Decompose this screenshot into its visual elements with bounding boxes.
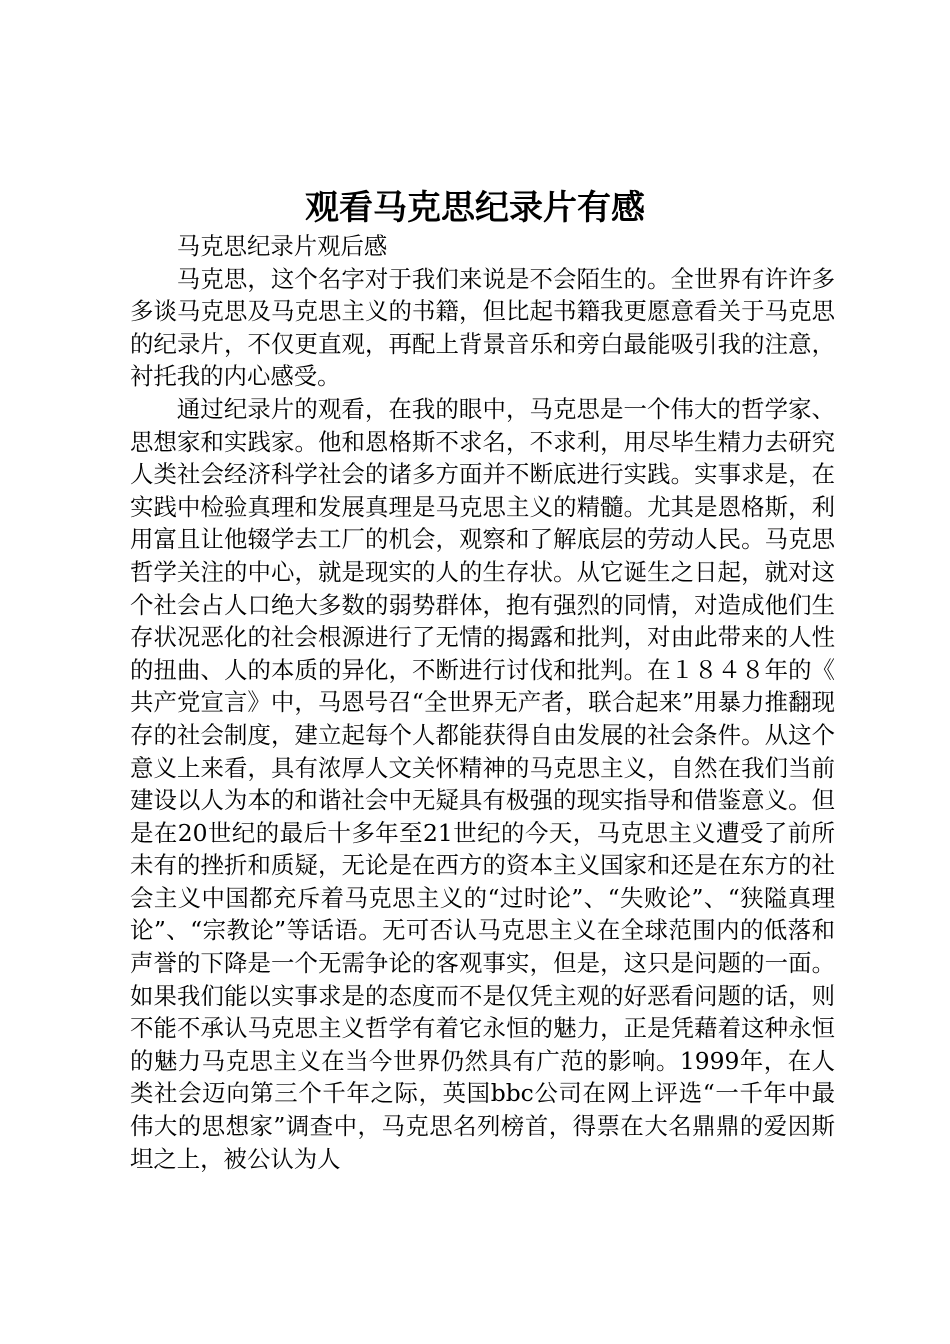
document-subtitle: 马克思纪录片观后感 bbox=[176, 232, 388, 260]
paragraph-intro: 马克思，这个名字对于我们来说是不会陌生的。全世界有许许多多谈马克思及马克思主义的书籍，但比起书籍我更愿意看关于马克思的纪录片，不仅更直观，再配上背景音乐和旁白最能吸引我的注意，衬托我的内心感受。 bbox=[130, 264, 835, 391]
paragraph-main: 通过纪录片的观看，在我的眼中，马克思是一个伟大的哲学家、思想家和实践家。他和恩格斯不求名，不求利，用尽毕生精力去研究人类社会经济科学社会的诸多方面并不断底进行实践。实事求是，在实践中检验真理和发展真理是马克思主义的精髓。尤其是恩格斯，利用富且让他辍学去工厂的机会，观察和了解底层的劳动人民。马克思哲学关注的中心，就是现实的人的生存状。从它诞生之日起，就对这个社会占人口绝大多数的弱势群体，抱有强烈的同情，对造成他们生存状况恶化的社会根源进行了无情的揭露和批判，对由此带来的人性的扭曲、人的本质的异化，不断进行讨伐和批判。在１８４８年的《共产党宣言》中，马恩号召“全世界无产者，联合起来”用暴力推翻现存的社会制度，建立起每个人都能获得自由发展的社会条件。从这个意义上来看，具有浓厚人文关怀精神的马克思主义，自然在我们当前建设以人为本的和谐社会中无疑具有极强的现实指导和借鉴意义。但是在20世纪的最后十多年至21世纪的今天，马克思主义遭受了前所未有的挫折和质疑，无论是在西方的资本主义国家和还是在东方的社会主义中国都充斥着马克思主义的“过时论”、“失败论”、“狭隘真理论”、“宗教论”等话语。无可否认马克思主义在全球范围内的低落和声誉的下降是一个无需争论的客观事实，但是，这只是问题的一面。如果我们能以实事求是的态度而不是仅凭主观的好恶看问题的话，则不能不承认马克思主义哲学有着它永恒的魅力，正是凭藉着这种永恒的魅力马克思主义在当今世界仍然具有广范的影响。1999年，在人类社会迈向第三个千年之际，英国bbc公司在网上评选“一千年中最伟大的思想家”调查中，马克思名列榜首，得票在大名鼎鼎的爱因斯坦之上，被公认为人 bbox=[130, 394, 835, 1173]
document-title: 观看马克思纪录片有感 bbox=[305, 188, 645, 228]
document-body bbox=[130, 230, 835, 1175]
